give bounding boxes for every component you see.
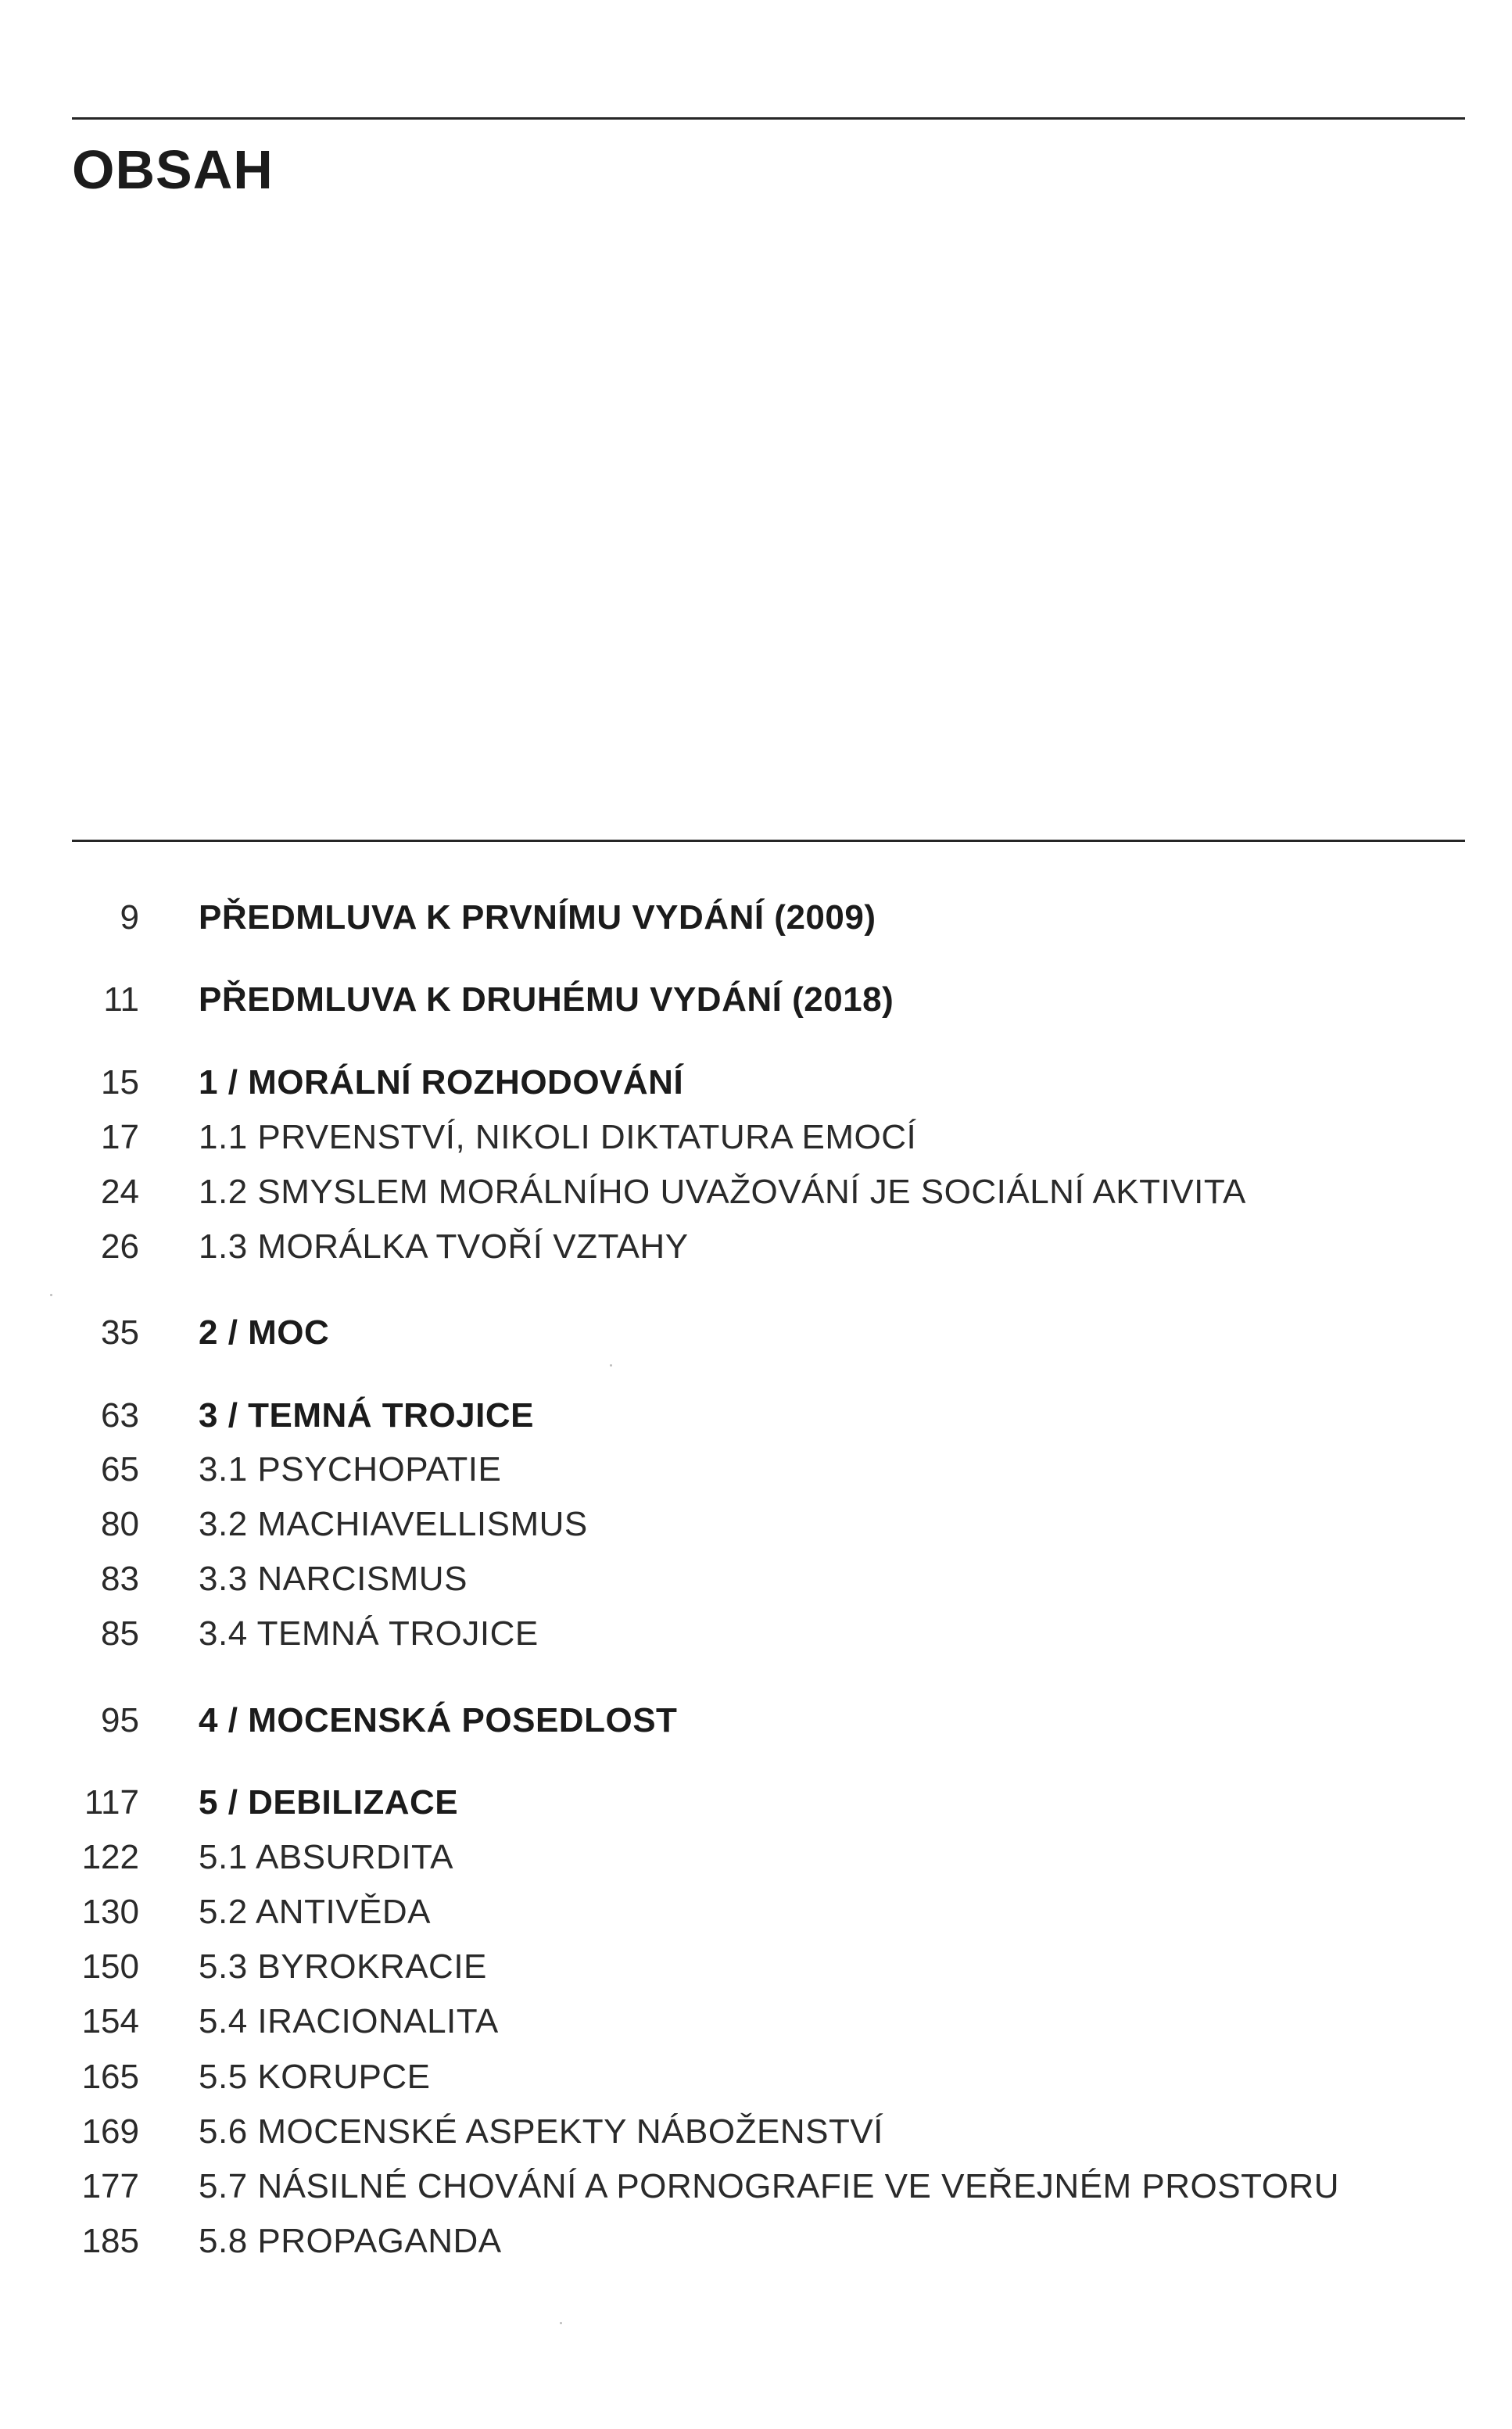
- toc-entry[interactable]: [0, 1390, 1512, 1442]
- toc-entry[interactable]: [0, 2106, 1512, 2158]
- toc-entry[interactable]: [0, 1307, 1512, 1359]
- toc-page-number: 150: [81, 1947, 139, 1986]
- toc-entry-title: 5.5 KORUPCE: [199, 2058, 431, 2096]
- toc-page-number: 80: [101, 1505, 139, 1543]
- toc-entry[interactable]: [0, 1777, 1512, 1829]
- toc-entry-title: 1 / MORÁLNÍ ROZHODOVÁNÍ: [199, 1063, 684, 1102]
- toc-entry-title: 3.3 NARCISMUS: [199, 1560, 468, 1598]
- toc-page-number: 85: [101, 1614, 139, 1653]
- toc-page-number: 117: [84, 1783, 139, 1822]
- page-title: OBSAH: [72, 139, 274, 200]
- toc-page-number: 130: [81, 1893, 139, 1931]
- toc-entry[interactable]: [0, 1941, 1512, 1993]
- toc-entry[interactable]: [0, 1499, 1512, 1550]
- toc-page-number: 15: [101, 1063, 139, 1102]
- toc-entry-title: 1.1 PRVENSTVÍ, NIKOLI DIKTATURA EMOCÍ: [199, 1118, 917, 1156]
- toc-entry-title: 5.2 ANTIVĚDA: [199, 1893, 432, 1931]
- toc-entry-title: 3 / TEMNÁ TROJICE: [199, 1396, 534, 1435]
- toc-entry[interactable]: [0, 1221, 1512, 1273]
- toc-page-number: 154: [81, 2002, 139, 2040]
- scan-speck: [560, 2322, 562, 2324]
- toc-page-number: 17: [101, 1118, 139, 1156]
- toc-entry[interactable]: [0, 1553, 1512, 1605]
- toc-entry-title: 2 / MOC: [199, 1313, 330, 1352]
- toc-entry-title: 5.3 BYROKRACIE: [199, 1947, 487, 1986]
- toc-entry[interactable]: [0, 1886, 1512, 1938]
- toc-entry[interactable]: [0, 1996, 1512, 2047]
- toc-entry[interactable]: [0, 1112, 1512, 1163]
- toc-entry-title: 1.2 SMYSLEM MORÁLNÍHO UVAŽOVÁNÍ JE SOCIÁLNÍ AKTIVITA: [199, 1173, 1246, 1211]
- toc-entry[interactable]: [0, 892, 1512, 944]
- toc-entry[interactable]: [0, 1608, 1512, 1660]
- toc-entry-title: 4 / MOCENSKÁ POSEDLOST: [199, 1701, 678, 1739]
- toc-page-number: 177: [81, 2167, 139, 2205]
- toc-page-number: 165: [81, 2058, 139, 2096]
- toc-entry-title: 5.7 NÁSILNÉ CHOVÁNÍ A PORNOGRAFIE VE VEŘEJNÉM PROSTORU: [199, 2167, 1339, 2205]
- toc-entry[interactable]: [0, 974, 1512, 1026]
- toc-page-number: 122: [81, 1838, 139, 1876]
- toc-entry[interactable]: [0, 1832, 1512, 1883]
- toc-page-number: 9: [120, 898, 139, 937]
- toc-page-number: 95: [101, 1701, 139, 1739]
- scan-speck: [50, 1294, 52, 1296]
- toc-entry-title: 3.1 PSYCHOPATIE: [199, 1450, 502, 1489]
- toc-entry-title: 5.4 IRACIONALITA: [199, 2002, 499, 2040]
- toc-page-number: 65: [101, 1450, 139, 1489]
- toc-entry-title: 1.3 MORÁLKA TVOŘÍ VZTAHY: [199, 1227, 689, 1266]
- toc-entry[interactable]: [0, 1444, 1512, 1496]
- toc-page-number: 24: [101, 1173, 139, 1211]
- toc-entry[interactable]: [0, 1166, 1512, 1218]
- toc-entry[interactable]: [0, 2161, 1512, 2212]
- scan-speck: [610, 1364, 612, 1367]
- toc-entry-title: 3.4 TEMNÁ TROJICE: [199, 1614, 539, 1653]
- toc-entry-title: PŘEDMLUVA K DRUHÉMU VYDÁNÍ (2018): [199, 980, 894, 1019]
- toc-page-number: 11: [103, 980, 139, 1019]
- toc-entry[interactable]: [0, 1695, 1512, 1747]
- toc-entry[interactable]: [0, 1057, 1512, 1109]
- toc-page-number: 35: [101, 1313, 139, 1352]
- toc-entry-title: PŘEDMLUVA K PRVNÍMU VYDÁNÍ (2009): [199, 898, 876, 937]
- toc-entry-title: 5.1 ABSURDITA: [199, 1838, 454, 1876]
- toc-entry-title: 5.8 PROPAGANDA: [199, 2222, 502, 2260]
- toc-page-number: 63: [101, 1396, 139, 1435]
- toc-page-number: 185: [81, 2222, 139, 2260]
- toc-entry-title: 5.6 MOCENSKÉ ASPEKTY NÁBOŽENSTVÍ: [199, 2112, 883, 2151]
- toc-page-number: 26: [101, 1227, 139, 1266]
- toc-entry[interactable]: [0, 2051, 1512, 2103]
- toc-entry-title: 3.2 MACHIAVELLISMUS: [199, 1505, 588, 1543]
- toc-page-number: 83: [101, 1560, 139, 1598]
- toc-entry[interactable]: [0, 2216, 1512, 2267]
- toc-entry-title: 5 / DEBILIZACE: [199, 1783, 459, 1822]
- toc-page-number: 169: [81, 2112, 139, 2151]
